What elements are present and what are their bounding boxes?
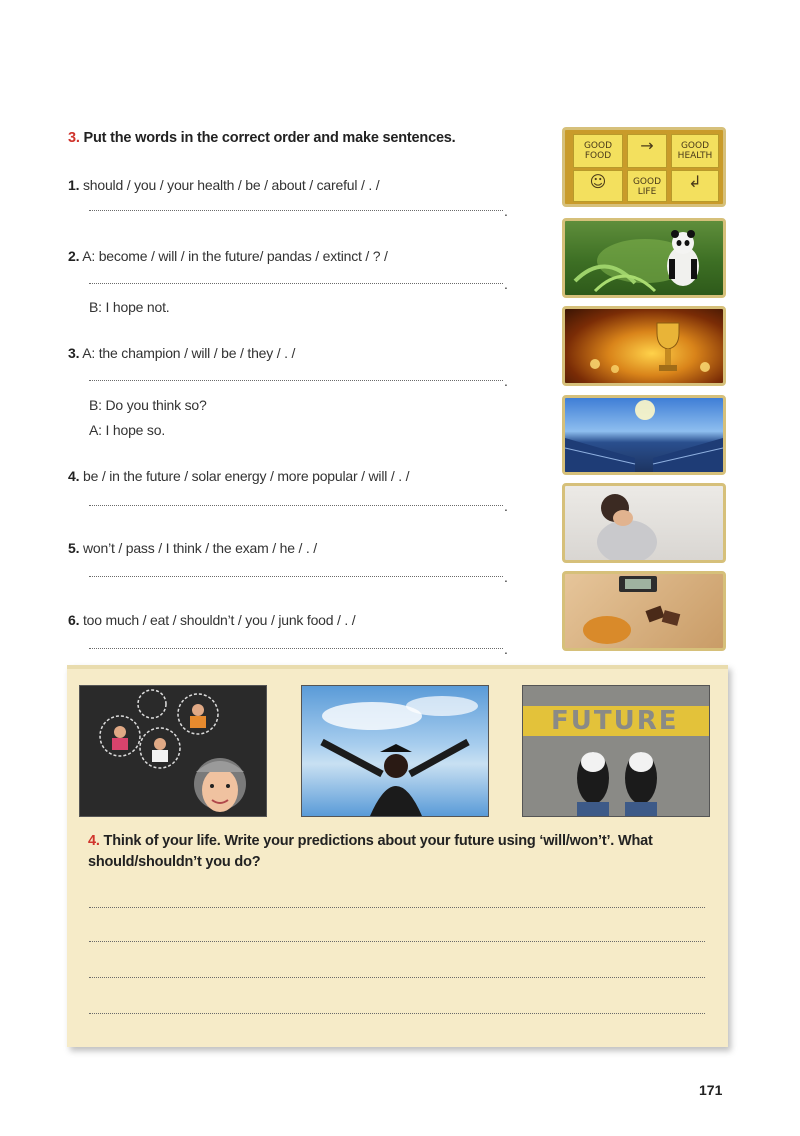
junk-food-scale-image [562,571,726,651]
good-food-health-life-image [562,127,726,207]
question-2 [68,248,388,264]
sticky-note-good-health: GOOD HEALTH [671,134,719,168]
exercise-instruction: Think of your life. Write your predictions about your future using ‘will/won’t’. What should/shouldn’t you do? [88,833,653,870]
line-end-mark: . [504,373,508,389]
answer-line-3[interactable] [89,380,503,381]
question-text: won’t / pass / I think / the exam / he / . / [82,540,317,556]
question-4 [68,468,409,484]
question-number: 1. [68,177,80,193]
question-text: A: become / will / in the future/ pandas / extinct / ? / [82,248,388,264]
answer-line-4[interactable] [89,505,503,506]
question-2-reply: B: I hope not. [89,299,170,315]
question-number: 4. [68,468,80,484]
answer-line-5[interactable] [89,576,503,577]
worried-boy-image [562,483,726,563]
question-3 [68,345,295,361]
question-number: 2. [68,248,80,264]
solar-panels-illustration [565,398,723,472]
graduate-image [301,685,489,817]
worried-boy-illustration [565,486,723,560]
exercise-number: 4. [88,833,100,849]
question-1 [68,177,379,193]
exercise-4-title [88,831,718,873]
question-3-reply-b: B: Do you think so? [89,397,207,413]
line-end-mark: . [504,569,508,585]
smiley-icon: ☺ [573,170,623,202]
panda-image [562,218,726,298]
writing-line-2[interactable] [89,941,705,942]
writing-line-4[interactable] [89,1013,705,1014]
answer-line-6[interactable] [89,648,503,649]
question-5 [68,540,317,556]
question-3-reply-a: A: I hope so. [89,422,166,438]
future-road-text: FUTURE [551,706,679,736]
panda-illustration [565,221,723,295]
exercise-instruction: Put the words in the correct order and make sentences. [83,130,456,146]
junk-food-illustration [565,574,723,648]
question-number: 6. [68,612,80,628]
question-text: be / in the future / solar energy / more popular / will / . / [82,468,410,484]
arrow-return-icon: ↲ [671,170,719,202]
answer-line-1[interactable] [89,210,503,211]
answer-line-2[interactable] [89,283,503,284]
future-careers-image [79,685,267,817]
sticky-note-good-food: GOOD FOOD [573,134,623,168]
line-end-mark: . [504,203,508,219]
question-text: too much / eat / shouldn’t / you / junk food / . / [82,612,356,628]
graduate-illustration [302,686,488,816]
solar-panels-image [562,395,726,475]
line-end-mark: . [504,641,508,657]
writing-line-1[interactable] [89,907,705,908]
thinking-girl-illustration [80,686,266,816]
sticky-note-good-life: GOOD LIFE [627,170,667,202]
question-text: should / you / your health / be / about / careful / . / [82,177,380,193]
question-text: A: the champion / will / be / they / . / [82,345,296,361]
question-number: 5. [68,540,80,556]
line-end-mark: . [504,276,508,292]
sneakers-illustration [523,686,709,816]
question-number: 3. [68,345,80,361]
line-end-mark: . [504,498,508,514]
page-number: 171 [699,1082,723,1098]
future-road-image [522,685,710,817]
exercise-number: 3. [68,130,80,146]
question-6 [68,612,355,628]
writing-line-3[interactable] [89,977,705,978]
trophy-illustration [565,309,723,383]
trophy-image [562,306,726,386]
exercise-3-title [68,130,456,146]
arrow-right-icon: → [627,134,667,168]
exercise-4-panel [67,665,728,1047]
